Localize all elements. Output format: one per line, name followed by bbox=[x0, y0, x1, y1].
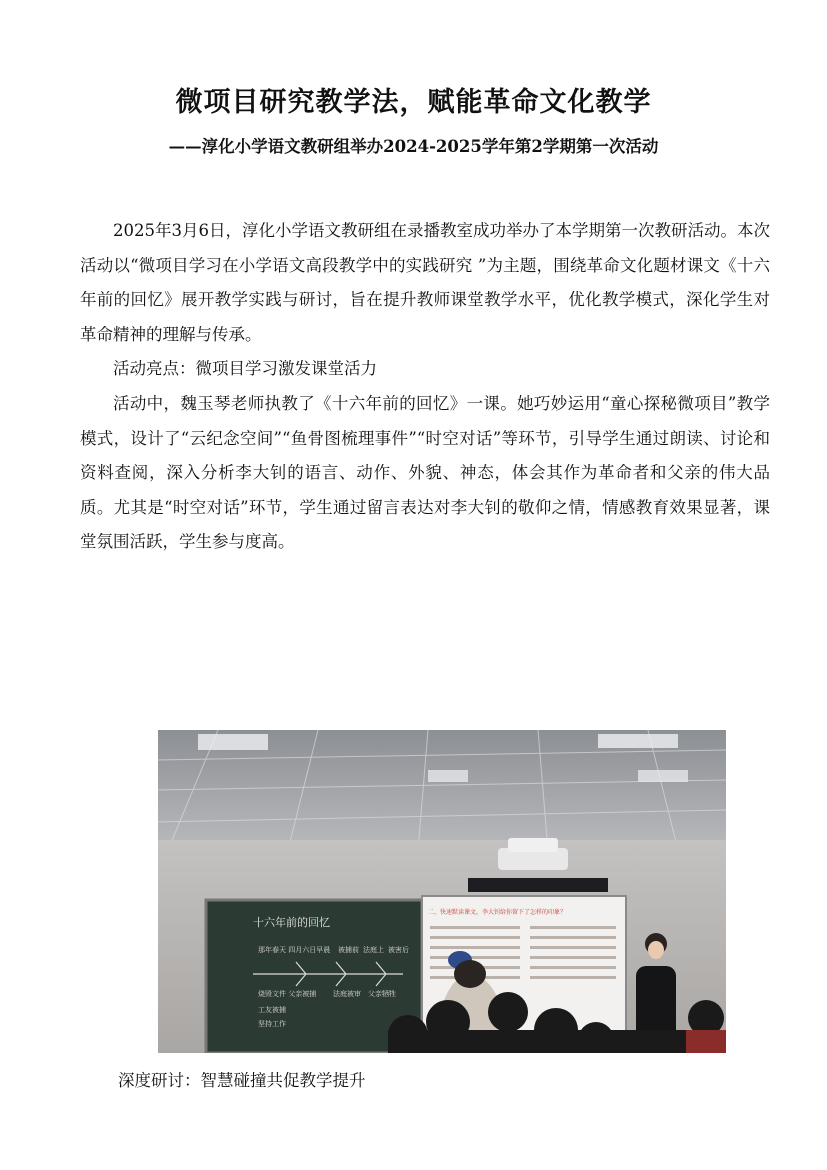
blackboard-line: 坚持工作 bbox=[258, 1020, 286, 1028]
blackboard-line: 父亲牺牲 bbox=[368, 990, 396, 998]
paragraph-lesson: 活动中，魏玉琴老师执教了《十六年前的回忆》一课。她巧妙运用“童心探秘微项目”教学模式，设计了“云纪念空间”“鱼骨图梳理事件”“时空对话”等环节，引导学生通过朗读、讨论和资料查阅，深入分析李大钊的语言、动作、外貌、神态，体会其作为革命者和父亲的伟大品质。尤其是“时空对话”环节，学生通过留言表达对李大钊的敬仰之情，情感教育效果显著，课堂氛围活跃，学生参与度高。 bbox=[80, 393, 770, 552]
blackboard-line: 烧毁文件 父亲被捕 bbox=[258, 990, 317, 998]
classroom-photo-illustration bbox=[158, 730, 726, 1053]
paragraph-highlight-heading: 活动亮点：微项目学习激发课堂活力 bbox=[113, 359, 377, 379]
paragraph-intro: 2025年3月6日，淳化小学语文教研组在录播教室成功举办了本学期第一次教研活动。本次活动以“微项目学习在小学语文高段教学中的实践研究 ”为主题，围绕革命文化题材课文《十六年前的回忆》展开教学实践与研讨，旨在提升教师课堂教学水平，优化教学模式，深化学生对革命精神的理解与传承。 bbox=[80, 221, 770, 344]
blackboard-line: 法庭上 bbox=[363, 946, 384, 954]
screen-heading: 二、快速默读课文，李大钊给你留下了怎样的印象？ bbox=[428, 909, 567, 916]
blackboard-title: 十六年前的回忆 bbox=[253, 916, 330, 929]
article-body bbox=[80, 214, 770, 560]
photo-caption: 深度研讨：智慧碰撞共促教学提升 bbox=[118, 1071, 366, 1090]
blackboard-line: 工友被捕 bbox=[258, 1006, 286, 1014]
blackboard-line: 法庭被审 bbox=[333, 990, 361, 998]
classroom-photo bbox=[158, 730, 726, 1053]
blackboard-line: 被捕前 bbox=[338, 946, 359, 954]
document-title: 微项目研究教学法，赋能革命文化教学 bbox=[175, 87, 652, 118]
blackboard-line: 被害后 bbox=[388, 946, 409, 954]
blackboard-line: 那年春天 四月六日早晨 bbox=[258, 946, 331, 954]
document-subtitle: ——淳化小学语文教研组举办2024-2025学年第2学期第一次活动 bbox=[168, 137, 659, 156]
